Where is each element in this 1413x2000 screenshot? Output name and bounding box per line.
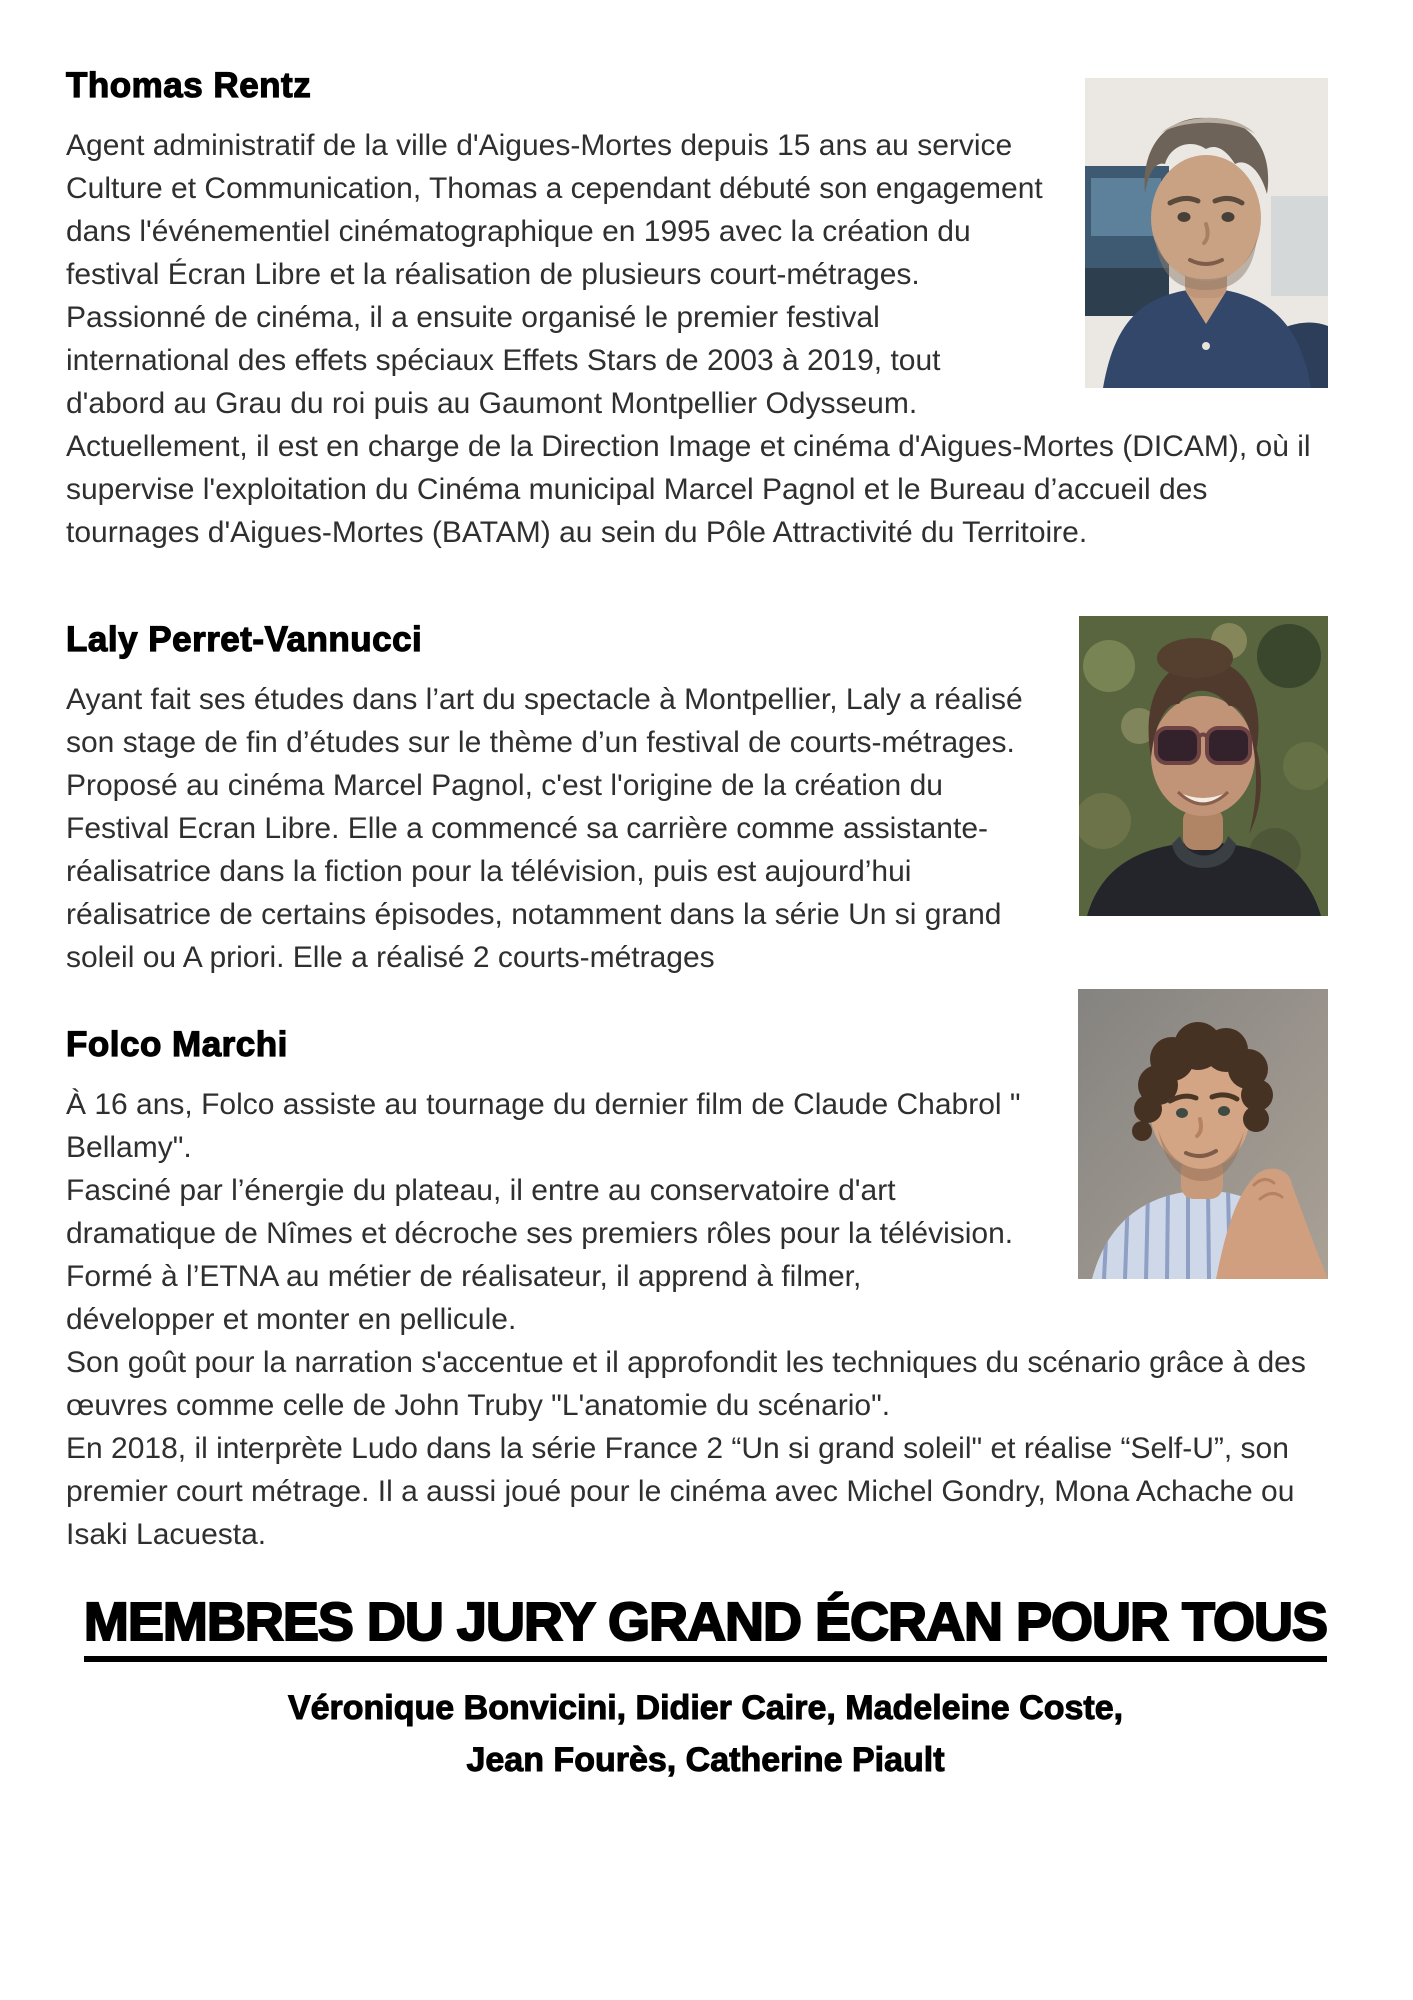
jury-names-line-2: Jean Fourès, Catherine Piault (466, 1741, 945, 1779)
bio-paragraph: En 2018, il interprète Ludo dans la série France 2 “Un si grand soleil" et réalise “Self-U”, son premier court métrage. Il a aussi joué pour le cinéma avec Michel Gondry, Mona Achache ou Isaki Lacuesta. (66, 1432, 1295, 1551)
bio-paragraph: À 16 ans, Folco assiste au tournage du dernier film de Claude Chabrol " Bellamy". (66, 1088, 1021, 1164)
jury-names-line-1: Véronique Bonvicini, Didier Caire, Madeleine Coste, (287, 1689, 1124, 1727)
bio-paragraph: Agent administratif de la ville d'Aigues-Mortes depuis 15 ans au service Culture et Communication, Thomas a cependant débuté son engagement dans l'événementiel cinématographique en 1995 avec la création du festival Écran Libre et la réalisation de plusieurs court-métrages. Passionné de cinéma, il a ensuite organisé le premier festival international des effets spéciaux Effets Stars de 2003 à 2019, tout d'abord au Grau du roi puis au Gaumont Montpellier Odysseum. Actuellement, il est en charge de la Direction Image et cinéma d'Aigues-Mortes (DICAM), où il supervise l'exploitation du Cinéma municipal Marcel Pagnol et le Bureau d’accueil des tournages d'Aigues-Mortes (BATAM) au sein du Pôle Attractivité du Territoire. (66, 129, 1311, 549)
bio-paragraph: Formé à l’ETNA au métier de réalisateur, il apprend à filmer, (66, 1260, 862, 1293)
photo-folco-marchi (1078, 989, 1328, 1279)
bio-heading-laly-perret-vannucci: Laly Perret-Vannucci (66, 620, 423, 659)
bio-section-thomas-rentz (66, 64, 1345, 554)
portrait-folco-marchi-image (1078, 989, 1328, 1279)
bio-paragraph: Fasciné par l’énergie du plateau, il entre au conservatoire d'art dramatique de Nîmes et décroche ses premiers rôles pour la télévision. (66, 1174, 1014, 1250)
portrait-thomas-rentz-image (1085, 78, 1328, 388)
jury-title: MEMBRES DU JURY GRAND ÉCRAN POUR TOUS (84, 1592, 1327, 1662)
jury-footer (66, 1592, 1345, 1786)
bio-section-folco-marchi (66, 1023, 1345, 1556)
bio-heading-folco-marchi: Folco Marchi (66, 1025, 288, 1064)
bio-paragraph: Son goût pour la narration s'accentue et il approfondit les techniques du scénario grâce à des œuvres comme celle de John Truby "L'anatomie du scénario". (66, 1346, 1306, 1422)
bio-paragraph: développer et monter en pellicule. (66, 1303, 517, 1336)
portrait-laly-perret-vannucci-image (1079, 616, 1328, 916)
jury-names (66, 1682, 1345, 1786)
bio-heading-thomas-rentz: Thomas Rentz (66, 66, 312, 105)
bio-paragraph: Ayant fait ses études dans l’art du spectacle à Montpellier, Laly a réalisé son stage de fin d’études sur le thème d’un festival de courts-métrages. Proposé au cinéma Marcel Pagnol, c'est l'origine de la création du Festival Ecran Libre. Elle a commencé sa carrière comme assistante-réalisatrice dans la fiction pour la télévision, puis est aujourd’hui réalisatrice de certains épisodes, notamment dans la série Un si grand soleil ou A priori. Elle a réalisé 2 courts-métrages (66, 683, 1023, 974)
photo-thomas-rentz (1085, 78, 1328, 388)
photo-laly-perret-vannucci (1079, 616, 1328, 916)
bio-section-laly-perret-vannucci (66, 618, 1345, 979)
